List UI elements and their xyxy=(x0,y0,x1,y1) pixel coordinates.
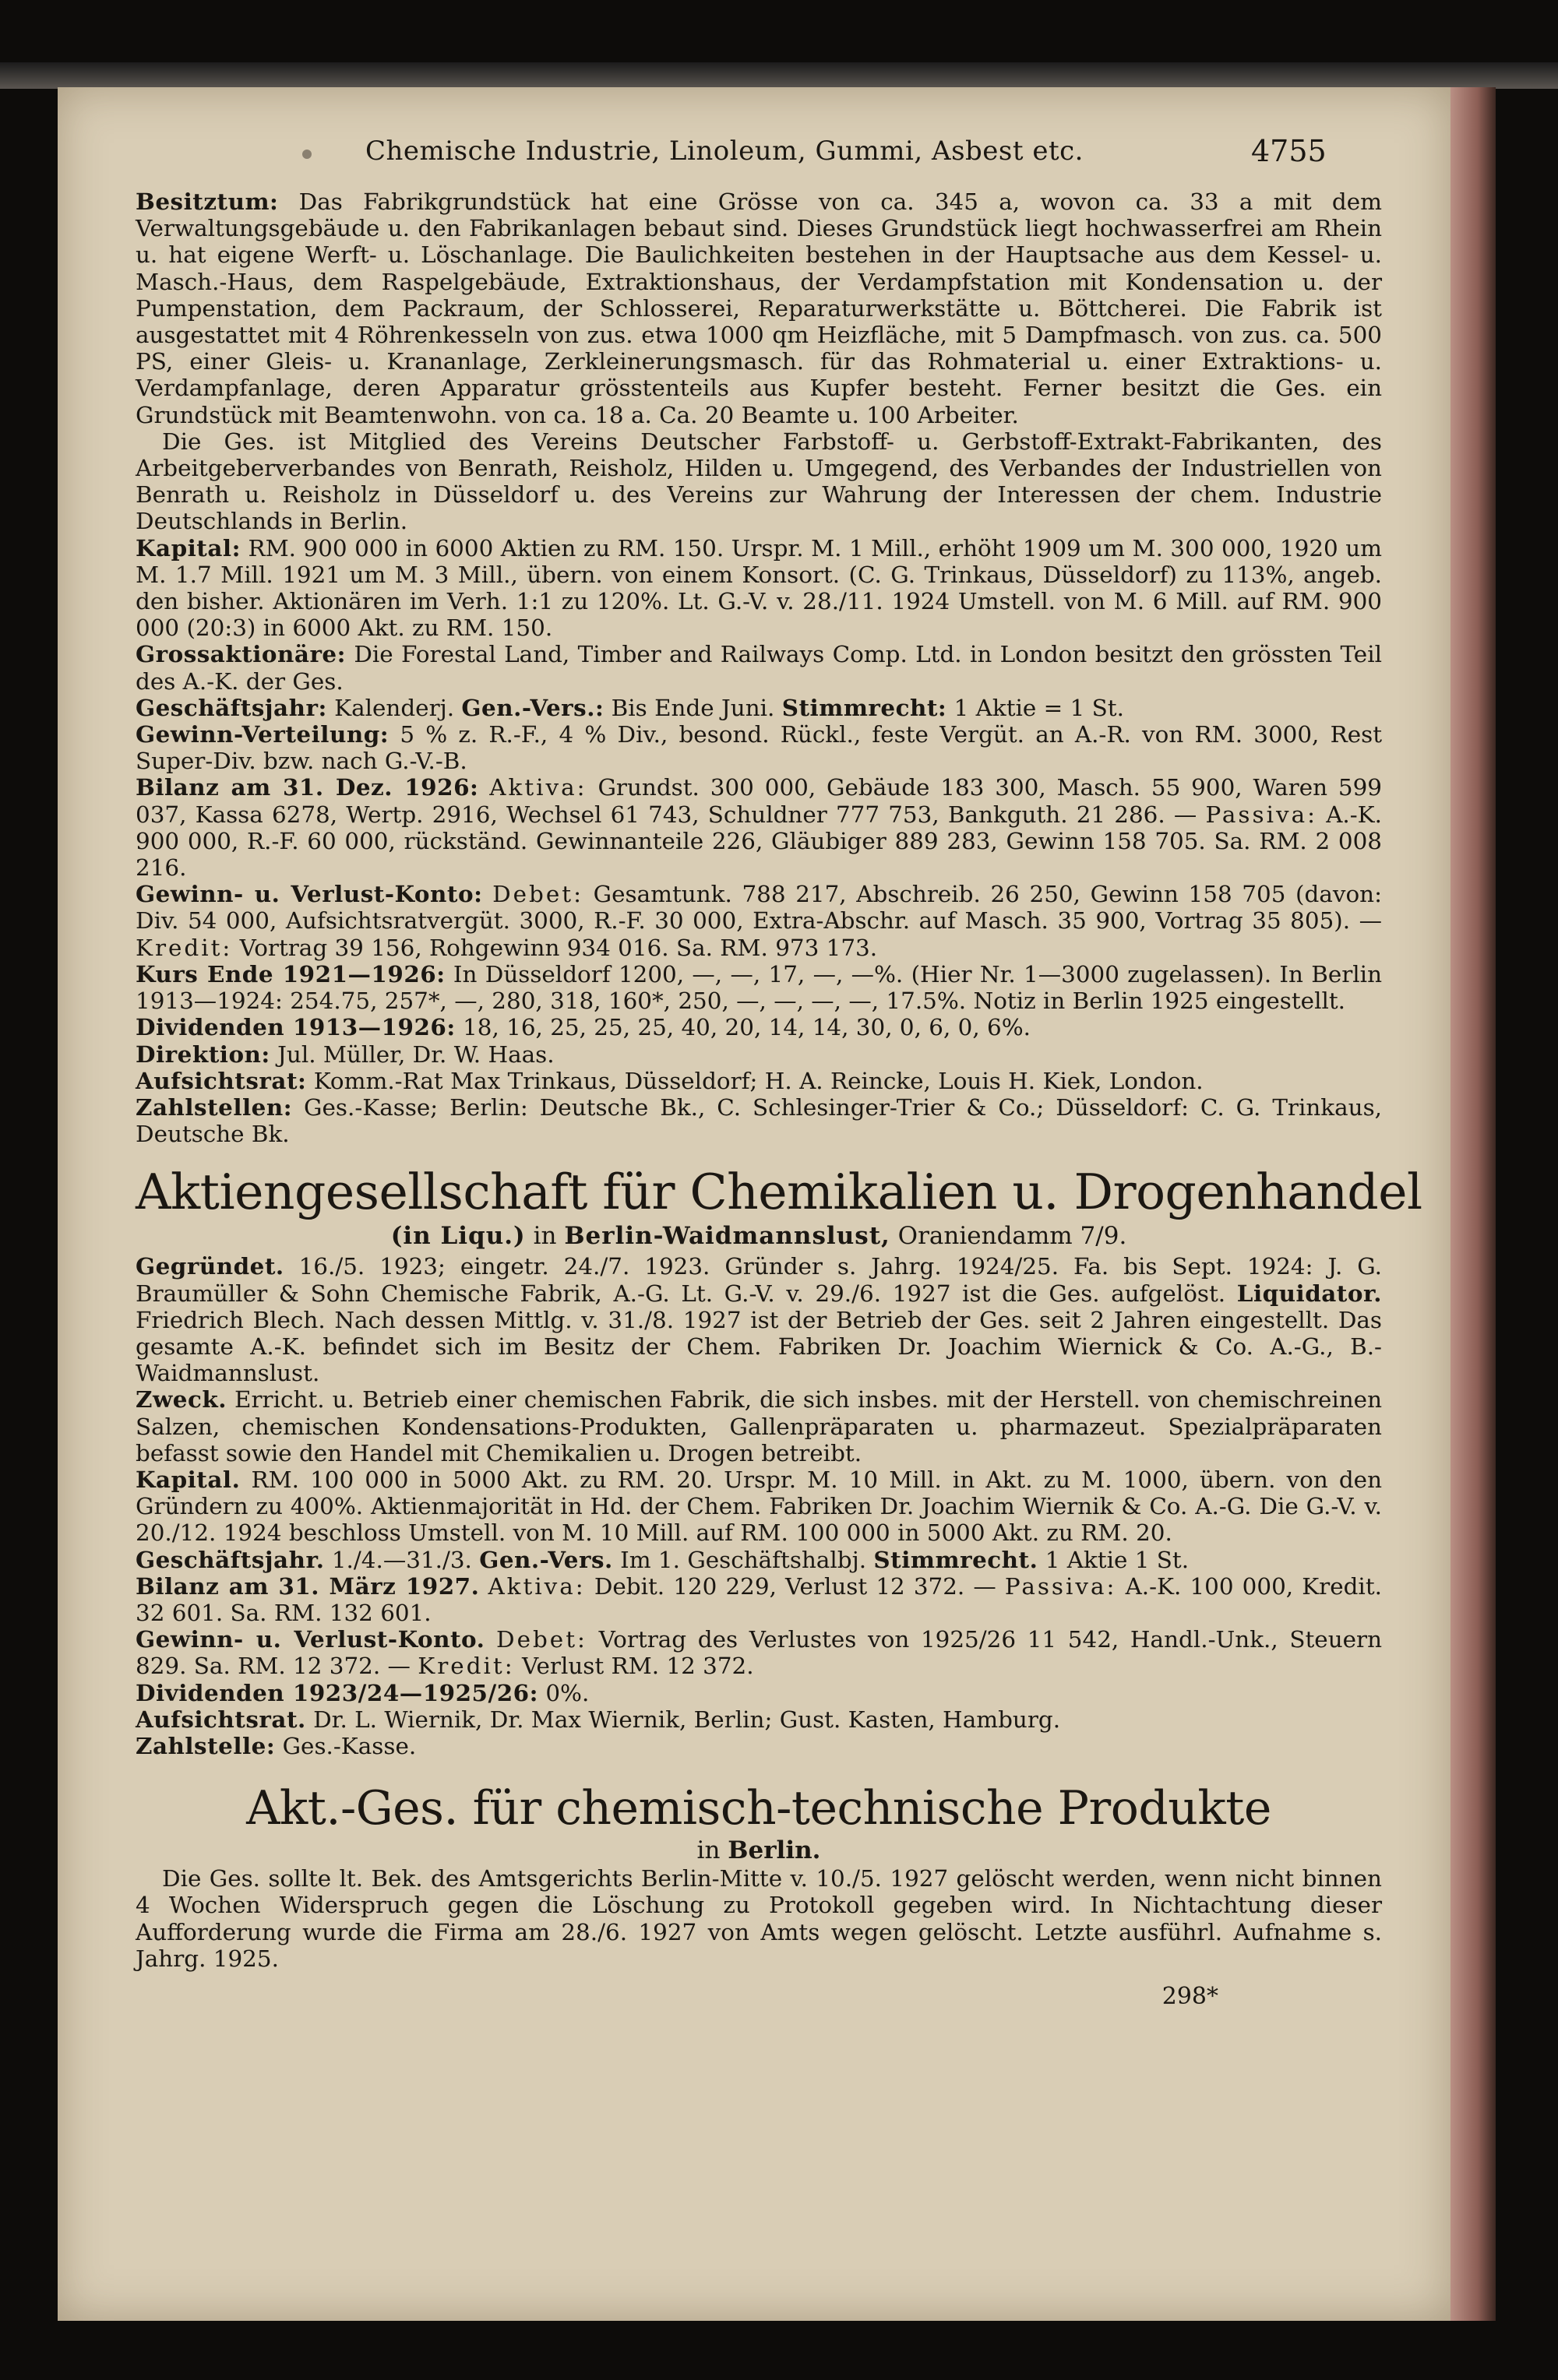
guv-debet-text: Gesamtunk. 788 217, Abschreib. 26 250, Gewinn 158 705 (davon: Div. 54 000, Aufsichtsratvergüt. 3000, R.-F. 30 000, Extra-Abschr. auf Masch. 35 900, Vortrag 35 805). — xyxy=(136,881,1382,935)
sub-in: in xyxy=(533,1222,557,1251)
kapital2-label: Kapital. xyxy=(136,1465,241,1493)
dividenden2-label: Dividenden 1923/24—1925/26: xyxy=(136,1678,538,1706)
aufsichtsrat2-text: Dr. L. Wiernik, Dr. Max Wiernik, Berlin; Gust. Kasten, Hamburg. xyxy=(313,1706,1061,1733)
gen-vers2-label: Gen.-Vers. xyxy=(479,1545,613,1573)
page-body xyxy=(136,188,1422,2011)
guv2-paragraph xyxy=(136,1626,1382,1679)
kurs-label: Kurs Ende 1921—1926: xyxy=(136,959,446,988)
sub3-in: in xyxy=(696,1836,721,1865)
bilanz-aktiva-text: Grundst. 300 000, Gebäude 183 300, Masch. 55 900, Waren 599 037, Kassa 6278, Wertp. 2916, Wechsel 61 743, Schuldner 777 753, Bankguth. 21 286. — xyxy=(136,774,1383,828)
gegruendet-paragraph xyxy=(136,1253,1382,1386)
besitztum-paragraph xyxy=(136,188,1382,428)
kapital-paragraph xyxy=(136,535,1382,642)
section2-subheading xyxy=(136,1220,1382,1252)
zahlstellen-label: Zahlstellen: xyxy=(136,1093,293,1121)
besitztum-text: Das Fabrikgrundstück hat eine Grösse von ca. 345 a, wovon ca. 33 a mit dem Verwaltungsgebäude u. den Fabrikanlagen bebaut sind. Dieses Grundstück liegt hochwasserfrei am Rhein u. hat eigene Werft- u. Löschanlage. Die Baulichkeiten bestehen in der Hauptsache aus dem Kessel- u. Masch.-Haus, dem Raspelgebäude, Extraktionshaus, der Verdampfstation mit Kondensation u. der Pumpenstation, dem Packraum, der Schlosserei, Reparaturwerkstätte u. Böttcherei. Die Fabrik ist ausgestattet mit 4 Röhrenkesseln von zus. etwa 1000 qm Heizfläche, mit 5 Dampfmasch. von zus. ca. 500 PS, einer Gleis- u. Krananlage, Zerkleinerungsmasch. für das Rohmaterial u. einer Extraktions- u. Verdampfanlage, deren Apparatur grösstenteils aus Kupfer besteht. Ferner besitzt die Ges. ein Grundstück mit Beamtenwohn. von ca. 18 a. Ca. 20 Beamte u. 100 Arbeiter. xyxy=(136,188,1382,428)
stimmrecht2-text: 1 Aktie 1 St. xyxy=(1045,1546,1190,1573)
gewinn-verteilung-text: 5 % z. R.-F., 4 % Div., besond. Rückl., feste Vergüt. an A.-R. von RM. 3000, Rest Super-Div. bzw. nach G.-V.-B. xyxy=(136,721,1383,775)
page-number: 4755 xyxy=(1251,134,1327,168)
bilanz2-aktiva-text: Debit. 120 229, Verlust 12 372. — xyxy=(594,1572,996,1600)
kurs-paragraph xyxy=(136,961,1382,1014)
liquidator-text: Friedrich Blech. Nach dessen Mittlg. v. 31./8. 1927 ist der Betrieb der Ges. seit 2 Jahren eingestellt. Das gesamte A.-K. befindet sich im Besitz der Chem. Fabriken Dr. Joachim Wiernick & Co. A.-G., B.-Waidmannslust. xyxy=(136,1306,1382,1387)
section3-paragraph xyxy=(136,1865,1382,1972)
geschaeftsjahr-label: Geschäftsjahr: xyxy=(136,693,327,721)
dividenden2-text: 0%. xyxy=(545,1679,590,1706)
place3-label: Berlin. xyxy=(728,1836,821,1865)
geschaeftsjahr-text: Kalenderj. xyxy=(334,694,455,721)
address-text: Oraniendamm 7/9. xyxy=(897,1222,1127,1251)
bilanz2-label: Bilanz am 31. März 1927. xyxy=(136,1572,480,1600)
kapital2-paragraph xyxy=(136,1466,1382,1547)
section3-subheading xyxy=(136,1836,1382,1865)
stimmrecht-label: Stimmrecht: xyxy=(781,693,947,721)
zahlstellen-text: Ges.-Kasse; Berlin: Deutsche Bk., C. Schlesinger-Trier & Co.; Düsseldorf: C. G. Trinkaus, Deutsche Bk. xyxy=(136,1093,1382,1148)
zahlstellen-paragraph xyxy=(136,1094,1382,1147)
liquidator-label: Liquidator. xyxy=(1236,1279,1383,1307)
zweck-text: Erricht. u. Betrieb einer chemischen Fabrik, die sich insbes. mit der Herstell. von chemischreinen Salzen, chemischen Kondensations-Produkten, Gallenpräparaten u. pharmazeut. Spezialpräparaten befasst sowie den Handel mit Chemikalien u. Drogen betreibt. xyxy=(136,1386,1382,1466)
guv-debet-label: Debet: xyxy=(492,881,583,908)
gen-vers2-text: Im 1. Geschäftshalbj. xyxy=(620,1546,867,1573)
bilanz-passiva-text: A.-K. 900 000, R.-F. 60 000, rückständ. Gewinnanteile 226, Gläubiger 889 283, Gewinn 158 705. Sa. RM. 2 008 216. xyxy=(136,801,1382,882)
bullet-icon xyxy=(302,150,312,159)
aufsichtsrat2-paragraph xyxy=(136,1706,1382,1733)
book-page xyxy=(58,87,1450,2321)
header-title: Chemische Industrie, Linoleum, Gummi, Asbest etc. xyxy=(365,136,1084,167)
mitglied-text: Die Ges. ist Mitglied des Vereins Deutscher Farbstoff- u. Gerbstoff-Extrakt-Fabrikanten, des Arbeitgeberverbandes von Benrath, Reisholz, Hilden u. Umgegend, des Verbandes der Industriellen von Benrath u. Reisholz in Düsseldorf u. des Vereins zur Wahrung der Interessen der chem. Industrie Deutschlands in Berlin. xyxy=(136,428,1382,535)
guv-paragraph xyxy=(136,881,1382,961)
zweck-paragraph xyxy=(136,1386,1382,1466)
geschaeftsjahr2-paragraph xyxy=(136,1547,1382,1573)
grossaktionaere-label: Grossaktionäre: xyxy=(136,640,346,668)
grossaktionaere-paragraph xyxy=(136,641,1382,694)
kapital2-text: RM. 100 000 in 5000 Akt. zu RM. 20. Urspr. M. 10 Mill. in Akt. zu M. 1000, übern. von den Gründern zu 400%. Aktienmajorität in Hd. der Chem. Fabriken Dr. Joachim Wiernik & Co. A.-G. Die G.-V. v. 20./12. 1924 beschloss Umstell. von M. 10 Mill. auf RM. 100 000 in 5000 Akt. zu RM. 20. xyxy=(136,1466,1382,1547)
guv2-label: Gewinn- u. Verlust-Konto. xyxy=(136,1625,485,1653)
gegruendet-text: 16./5. 1923; eingetr. 24./7. 1923. Gründer s. Jahrg. 1924/25. Fa. bis Sept. 1924: J. G. Braumüller & Sohn Chemische Fabrik, A.-G. Lt. G.-V. v. 29./6. 1927 ist die Ges. aufgelöst. xyxy=(136,1253,1383,1307)
liqu-label: (in Liqu.) xyxy=(390,1222,526,1251)
bilanz2-aktiva-label: Aktiva: xyxy=(488,1572,586,1600)
zahlstelle2-label: Zahlstelle: xyxy=(136,1731,276,1759)
bilanz-aktiva-label: Aktiva: xyxy=(489,774,587,801)
stimmrecht2-label: Stimmrecht. xyxy=(873,1545,1038,1573)
aufsichtsrat2-label: Aufsichtsrat. xyxy=(136,1705,306,1733)
place-label: Berlin-Waidmannslust, xyxy=(564,1222,890,1251)
gegruendet-label: Gegründet. xyxy=(136,1252,284,1280)
kurs-text: In Düsseldorf 1200, —, —, 17, —, —%. (Hier Nr. 1—3000 zugelassen). In Berlin 1913—1924: 254.75, 257*, —, 280, 318, 160*, 250, —, —, —, —, 17.5%. Notiz in Berlin 1925 eingestellt. xyxy=(136,960,1383,1015)
geschaeftsjahr2-label: Geschäftsjahr. xyxy=(136,1545,325,1573)
aufsichtsrat-text: Komm.-Rat Max Trinkaus, Düsseldorf; H. A. Reincke, Louis H. Kiek, London. xyxy=(313,1067,1204,1094)
besitztum-label: Besitztum: xyxy=(136,188,279,215)
bilanz2-paragraph xyxy=(136,1573,1382,1626)
bilanz-passiva-label: Passiva: xyxy=(1205,801,1318,828)
guv-kredit-text: Vortrag 39 156, Rohgewinn 934 016. Sa. RM. 973 173. xyxy=(239,934,878,961)
grossaktionaere-text: Die Forestal Land, Timber and Railways Comp. Ltd. in London besitzt den grössten Teil des A.-K. der Ges. xyxy=(136,641,1382,695)
stimmrecht-text: 1 Aktie = 1 St. xyxy=(953,694,1124,721)
guv2-kredit-text: Verlust RM. 12 372. xyxy=(521,1653,754,1680)
scan-top-strip xyxy=(0,62,1558,89)
signature-mark: 298* xyxy=(1161,1982,1218,2010)
page-edge xyxy=(1450,87,1496,2321)
dividenden-paragraph xyxy=(136,1014,1382,1040)
direktion-paragraph xyxy=(136,1041,1382,1068)
aufsichtsrat-label: Aufsichtsrat: xyxy=(136,1066,307,1094)
running-header xyxy=(58,129,1450,176)
section3-heading: Akt.-Ges. für chemisch-technische Produkte xyxy=(246,1781,1271,1836)
gewinn-verteilung-label: Gewinn-Verteilung: xyxy=(136,720,390,748)
gewinn-verteilung-paragraph xyxy=(136,721,1382,774)
guv2-debet-label: Debet: xyxy=(496,1626,587,1653)
bilanz-paragraph xyxy=(136,774,1382,881)
bilanz2-passiva-label: Passiva: xyxy=(1004,1572,1117,1600)
aufsichtsrat-paragraph xyxy=(136,1068,1382,1094)
direktion-label: Direktion: xyxy=(136,1040,270,1068)
guv2-debet-text: Vortrag des Verlustes von 1925/26 11 542, Handl.-Unk., Steuern 829. Sa. RM. 12 372. — xyxy=(136,1626,1383,1680)
guv2-kredit-label: Kredit: xyxy=(418,1653,515,1680)
zahlstelle2-paragraph xyxy=(136,1733,1382,1759)
gen-vers-label: Gen.-Vers.: xyxy=(461,693,605,721)
dividenden-label: Dividenden 1913—1926: xyxy=(136,1013,456,1041)
kapital-text: RM. 900 000 in 6000 Aktien zu RM. 150. Urspr. M. 1 Mill., erhöht 1909 um M. 300 000, 1920 um M. 1.7 Mill. 1921 um M. 3 Mill., übern. von einem Konsort. (C. G. Trinkaus, Düsseldorf) zu 113%, angeb. den bisher. Aktionären im Verh. 1:1 zu 120%. Lt. G.-V. v. 28./11. 1924 Umstell. von M. 6 Mill. auf RM. 900 000 (20:3) in 6000 Akt. zu RM. 150. xyxy=(136,534,1383,642)
dividenden2-paragraph xyxy=(136,1680,1382,1706)
guv-kredit-label: Kredit: xyxy=(136,934,233,961)
section3-text: Die Ges. sollte lt. Bek. des Amtsgerichts Berlin-Mitte v. 10./5. 1927 gelöscht werden, wenn nicht binnen 4 Wochen Widerspruch gegen die Löschung zu Protokoll gegeben wird. In Nichtachtung dieser Aufforderung wurde die Firma am 28./6. 1927 von Amts wegen gelöscht. Letzte ausführl. Aufnahme s. Jahrg. 1925. xyxy=(136,1865,1382,1972)
kapital-label: Kapital: xyxy=(136,533,241,562)
gen-vers-text: Bis Ende Juni. xyxy=(611,694,775,721)
geschaeftsjahr2-text: 1./4.—31./3. xyxy=(331,1546,472,1573)
dividenden-text: 18, 16, 25, 25, 25, 40, 20, 14, 14, 30, 0, 6, 0, 6%. xyxy=(463,1014,1031,1041)
bilanz2-passiva-text: A.-K. 100 000, Kredit. 32 601. Sa. RM. 132 601. xyxy=(136,1572,1382,1626)
zahlstelle2-text: Ges.-Kasse. xyxy=(282,1732,417,1759)
section2-heading: Aktiengesellschaft für Chemikalien u. Drogenhandel xyxy=(136,1164,1422,1221)
direktion-text: Jul. Müller, Dr. W. Haas. xyxy=(277,1040,555,1068)
mitglied-paragraph xyxy=(136,428,1382,535)
bilanz-label: Bilanz am 31. Dez. 1926: xyxy=(136,773,479,801)
zweck-label: Zweck. xyxy=(136,1385,227,1414)
geschaeftsjahr-paragraph xyxy=(136,695,1382,721)
guv-label: Gewinn- u. Verlust-Konto: xyxy=(136,880,483,908)
